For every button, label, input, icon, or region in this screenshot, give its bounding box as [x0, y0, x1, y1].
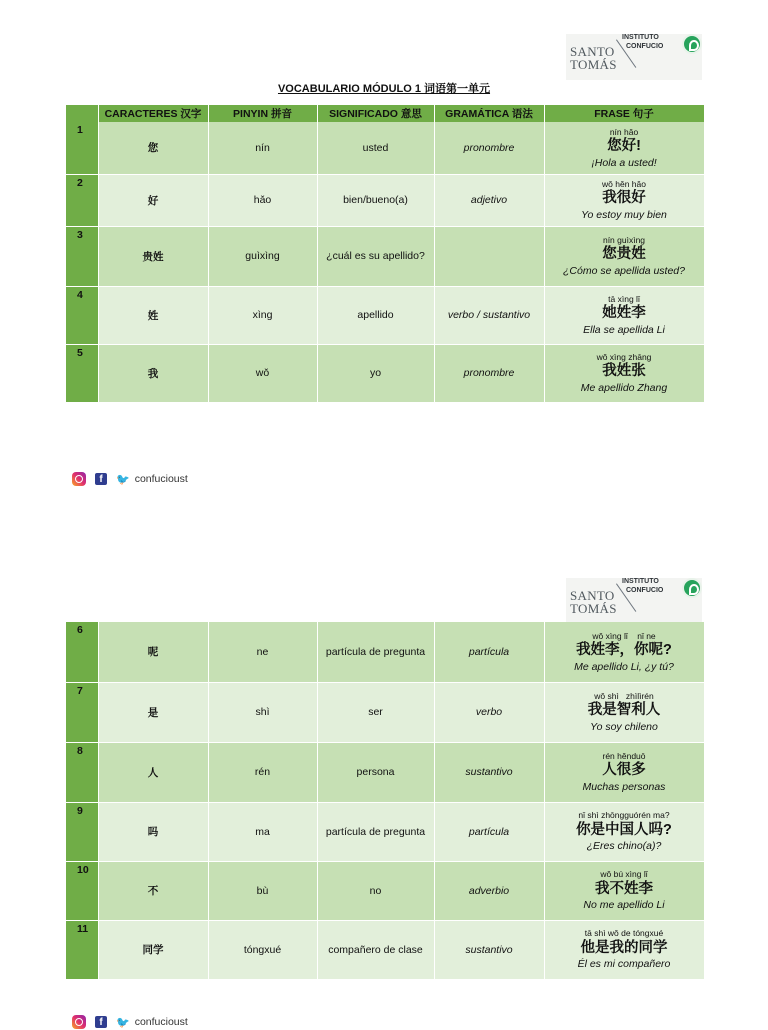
header-caracteres: CARACTERES 汉字 — [98, 105, 208, 122]
row-pinyin: nín — [208, 122, 317, 174]
table-header-row — [66, 105, 704, 122]
row-number: 4 — [66, 286, 98, 344]
phrase-chinese: 她姓李 — [602, 305, 646, 322]
phrase-pinyin: rén hěnduō — [602, 750, 646, 761]
phrase-chinese: 我姓李，你呢? — [576, 642, 672, 658]
vocabulary-table-1 — [66, 105, 705, 403]
document-title: VOCABULARIO MÓDULO 1 词语第一单元 — [277, 83, 491, 95]
row-number: 7 — [66, 682, 98, 742]
row-number: 2 — [66, 174, 98, 226]
row-characters: 好 — [98, 174, 208, 226]
phrase-spanish: Me apellido Li, ¿y tú? — [574, 660, 674, 673]
row-meaning: ser — [317, 682, 434, 742]
row-meaning: bien/bueno(a) — [317, 174, 434, 226]
table-row — [66, 682, 704, 742]
social-handle[interactable]: confucioust — [134, 473, 188, 485]
row-grammar: pronombre — [434, 122, 544, 174]
row-characters: 人 — [98, 742, 208, 802]
phrase-chinese: 我姓张 — [602, 363, 646, 380]
row-grammar: sustantivo — [434, 920, 544, 979]
phrase-spanish: No me apellido Li — [583, 899, 665, 912]
row-grammar: verbo / sustantivo — [434, 286, 544, 344]
row-characters: 吗 — [98, 802, 208, 861]
table-row — [66, 226, 704, 286]
row-characters: 是 — [98, 682, 208, 742]
logo-santo-text: SANTO — [570, 588, 615, 603]
phrase-pinyin: wǒ xìng lǐ nǐ ne — [592, 630, 656, 641]
row-meaning: usted — [317, 122, 434, 174]
phrase-spanish: ¿Eres chino(a)? — [586, 840, 662, 853]
row-pinyin: shì — [208, 682, 317, 742]
institute-logo — [566, 578, 702, 624]
row-phrase — [544, 742, 704, 802]
phrase-pinyin: tā shì wǒ de tóngxué — [584, 928, 664, 939]
row-meaning: partícula de pregunta — [317, 622, 434, 682]
instagram-icon[interactable] — [72, 1015, 86, 1029]
phrase-pinyin: nín guìxìng — [602, 234, 646, 245]
phrase-pinyin: wǒ shì zhìlìrén — [594, 690, 654, 701]
phrase-chinese: 我不姓李 — [595, 880, 653, 897]
twitter-icon[interactable]: 🐦 — [116, 473, 130, 486]
row-pinyin: guìxìng — [208, 226, 317, 286]
row-grammar: pronombre — [434, 344, 544, 402]
row-meaning: apellido — [317, 286, 434, 344]
row-number: 3 — [66, 226, 98, 286]
row-number: 5 — [66, 344, 98, 402]
row-characters: 您 — [98, 122, 208, 174]
phrase-chinese: 您贵姓 — [602, 246, 646, 263]
row-characters: 同学 — [98, 920, 208, 979]
row-number: 1 — [66, 122, 98, 174]
row-phrase — [544, 920, 704, 979]
row-number: 9 — [66, 802, 98, 861]
table-row — [66, 742, 704, 802]
header-significado: SIGNIFICADO 意思 — [317, 105, 434, 122]
facebook-icon[interactable]: f — [95, 1016, 107, 1028]
row-characters: 呢 — [98, 622, 208, 682]
social-links — [72, 1014, 188, 1030]
row-pinyin: hǎo — [208, 174, 317, 226]
row-phrase — [544, 861, 704, 920]
logo-instituto-text: INSTITUTO — [622, 578, 659, 585]
twitter-icon[interactable]: 🐦 — [116, 1016, 130, 1029]
social-links — [72, 471, 188, 487]
confucius-emblem-icon — [682, 578, 702, 598]
header-pinyin: PINYIN 拼音 — [208, 105, 317, 122]
header-gramatica: GRAMÁTICA 语法 — [434, 105, 544, 122]
phrase-spanish: Él es mi compañero — [577, 958, 671, 971]
table-row — [66, 622, 704, 682]
row-characters: 姓 — [98, 286, 208, 344]
row-grammar — [434, 226, 544, 286]
table-row — [66, 174, 704, 226]
phrase-chinese: 你是中国人吗? — [576, 821, 672, 838]
phrase-pinyin: wǒ bú xìng lǐ — [600, 869, 648, 880]
row-number: 11 — [66, 920, 98, 979]
row-grammar: verbo — [434, 682, 544, 742]
row-phrase — [544, 286, 704, 344]
row-grammar: adjetivo — [434, 174, 544, 226]
row-pinyin: ma — [208, 802, 317, 861]
row-grammar: partícula — [434, 622, 544, 682]
phrase-chinese: 我很好 — [602, 190, 646, 207]
row-meaning: ¿cuál es su apellido? — [317, 226, 434, 286]
table-row — [66, 861, 704, 920]
row-phrase — [544, 174, 704, 226]
instagram-icon[interactable] — [72, 472, 86, 486]
header-number — [66, 105, 98, 122]
row-meaning: partícula de pregunta — [317, 802, 434, 861]
row-meaning: compañero de clase — [317, 920, 434, 979]
phrase-pinyin: tā xìng lǐ — [608, 293, 640, 304]
row-pinyin: rén — [208, 742, 317, 802]
vocabulary-table-2 — [66, 622, 705, 980]
logo-instituto-text: INSTITUTO — [622, 34, 659, 41]
row-pinyin: wǒ — [208, 344, 317, 402]
phrase-chinese: 您好! — [607, 138, 641, 154]
row-number: 10 — [66, 861, 98, 920]
table-row — [66, 122, 704, 174]
phrase-pinyin: nǐ shì zhōngguórén ma? — [578, 810, 670, 821]
social-handle[interactable]: confucioust — [134, 1016, 188, 1028]
logo-tomas-text: TOMÁS — [570, 57, 617, 72]
row-phrase — [544, 622, 704, 682]
confucius-emblem-icon — [682, 34, 702, 54]
phrase-pinyin: wǒ hěn hǎo — [602, 178, 646, 189]
phrase-spanish: Ella se apellida Li — [583, 323, 665, 336]
row-characters: 我 — [98, 344, 208, 402]
row-characters: 贵姓 — [98, 226, 208, 286]
logo-confucio-text: CONFUCIO — [626, 43, 664, 50]
phrase-spanish: Muchas personas — [582, 780, 666, 793]
phrase-spanish: ¡Hola a usted! — [591, 156, 657, 169]
phrase-spanish: Me apellido Zhang — [580, 381, 668, 394]
table-row — [66, 802, 704, 861]
row-phrase — [544, 122, 704, 174]
row-meaning: yo — [317, 344, 434, 402]
row-meaning: persona — [317, 742, 434, 802]
row-characters: 不 — [98, 861, 208, 920]
phrase-spanish: Yo estoy muy bien — [581, 208, 667, 221]
row-grammar: partícula — [434, 802, 544, 861]
phrase-pinyin: nín hǎo — [609, 126, 639, 137]
row-phrase — [544, 344, 704, 402]
phrase-spanish: ¿Cómo se apellida usted? — [563, 264, 685, 277]
row-grammar: sustantivo — [434, 742, 544, 802]
phrase-chinese: 人很多 — [602, 762, 646, 779]
logo-confucio-text: CONFUCIO — [626, 587, 664, 594]
institute-logo — [566, 34, 702, 80]
row-phrase — [544, 226, 704, 286]
table-row — [66, 920, 704, 979]
row-phrase — [544, 682, 704, 742]
phrase-spanish: Yo soy chileno — [590, 720, 658, 733]
facebook-icon[interactable]: f — [95, 473, 107, 485]
phrase-pinyin: wǒ xìng zhāng — [596, 351, 652, 362]
table-row — [66, 286, 704, 344]
row-phrase — [544, 802, 704, 861]
row-pinyin: tóngxué — [208, 920, 317, 979]
row-number: 8 — [66, 742, 98, 802]
row-pinyin: ne — [208, 622, 317, 682]
table-row — [66, 344, 704, 402]
row-pinyin: bù — [208, 861, 317, 920]
logo-santo-text: SANTO — [570, 44, 615, 59]
row-meaning: no — [317, 861, 434, 920]
header-frase: FRASE 句子 — [544, 105, 704, 122]
phrase-chinese: 我是智利人 — [587, 702, 661, 719]
phrase-chinese: 他是我的同学 — [580, 939, 668, 956]
row-pinyin: xìng — [208, 286, 317, 344]
logo-tomas-text: TOMÁS — [570, 601, 617, 616]
row-grammar: adverbio — [434, 861, 544, 920]
row-number: 6 — [66, 622, 98, 682]
